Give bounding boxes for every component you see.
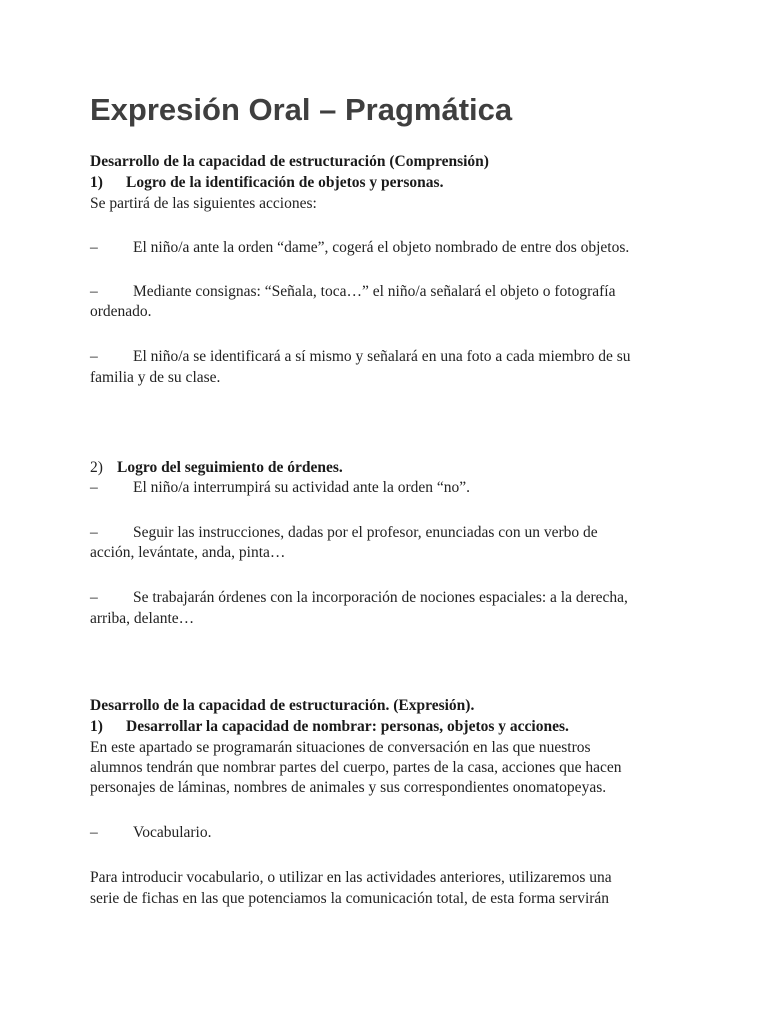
document-title: Expresión Oral – Pragmática — [90, 92, 513, 127]
bullet-continuation: ordenado. — [90, 303, 152, 320]
bullet-text: Mediante consignas: “Señala, toca…” el niño/a señalará el objeto o fotografía — [133, 283, 616, 300]
section1-heading: Desarrollo de la capacidad de estructuración (Comprensión) — [90, 153, 489, 170]
section2-paragraph1-line: alumnos tendrán que nombrar partes del cuerpo, partes de la casa, acciones que hacen — [90, 759, 622, 776]
section2-heading: Desarrollo de la capacidad de estructuración. (Expresión). — [90, 697, 475, 714]
bullet-item — [90, 347, 631, 367]
section1-item1-text: Logro de la identificación de objetos y personas. — [126, 174, 444, 191]
bullet-dash: – — [90, 824, 98, 841]
section1-item1 — [90, 173, 443, 193]
bullet-dash: – — [90, 524, 98, 541]
bullet-dash: – — [90, 283, 98, 300]
section2-paragraph1-line: personajes de láminas, nombres de animales y sus correspondientes onomatopeyas. — [90, 779, 607, 796]
bullet-text: Se trabajarán órdenes con la incorporación de nociones espaciales: a la derecha, — [133, 589, 628, 606]
section2-paragraph2-line: serie de fichas en las que potenciamos la comunicación total, de esta forma servirán — [90, 890, 610, 907]
bullet-item — [90, 478, 470, 498]
bullet-item — [90, 588, 628, 608]
bullet-item — [90, 238, 629, 258]
section1-item2-number: 2) — [90, 459, 103, 476]
bullet-dash: – — [90, 348, 98, 365]
section2-item1 — [90, 717, 569, 737]
bullet-dash: – — [90, 589, 98, 606]
bullet-continuation: familia y de su clase. — [90, 369, 221, 386]
bullet-item — [90, 282, 615, 302]
bullet-dash: – — [90, 479, 98, 496]
bullet-text: El niño/a interrumpirá su actividad ante la orden “no”. — [133, 479, 471, 496]
bullet-text: Vocabulario. — [133, 824, 212, 841]
bullet-item — [90, 823, 211, 843]
section1-item2-text: Logro del seguimiento de órdenes. — [117, 459, 343, 476]
bullet-text: Seguir las instrucciones, dadas por el profesor, enunciadas con un verbo de — [133, 524, 598, 541]
bullet-dash: – — [90, 239, 98, 256]
bullet-continuation: arriba, delante… — [90, 610, 195, 627]
bullet-text: El niño/a se identificará a sí mismo y señalará en una foto a cada miembro de su — [133, 348, 631, 365]
section1-item2 — [90, 458, 343, 478]
section2-paragraph2-line: Para introducir vocabulario, o utilizar en las actividades anteriores, utilizaremos una — [90, 869, 612, 886]
bullet-text: El niño/a ante la orden “dame”, cogerá el objeto nombrado de entre dos objetos. — [133, 239, 630, 256]
section1-intro: Se partirá de las siguientes acciones: — [90, 195, 317, 212]
section2-item1-text: Desarrollar la capacidad de nombrar: personas, objetos y acciones. — [126, 718, 569, 735]
bullet-item — [90, 523, 598, 543]
section2-item1-number: 1) — [90, 718, 103, 735]
bullet-continuation: acción, levántate, anda, pinta… — [90, 544, 286, 561]
section1-item1-number: 1) — [90, 174, 103, 191]
section2-paragraph1-line: En este apartado se programarán situaciones de conversación en las que nuestros — [90, 739, 591, 756]
